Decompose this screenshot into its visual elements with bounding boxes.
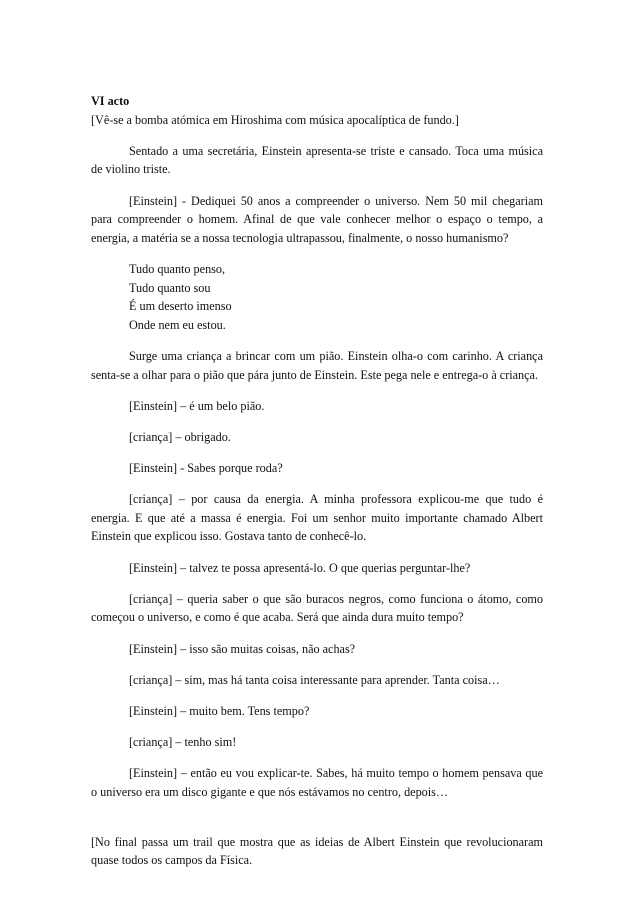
poem-line: É um deserto imenso <box>129 299 232 314</box>
dialogue-line: [Einstein] – é um belo pião. <box>129 398 265 413</box>
dialogue-line: [Einstein] – talvez te possa apresentá-lo. O que querias perguntar-lhe? <box>129 560 471 575</box>
poem-line: Onde nem eu estou. <box>129 317 226 332</box>
dialogue-line: [Einstein] – então eu vou explicar-te. Sabes, há muito tempo o homem pensava que o universo era um disco gigante e que nós estávamos no centro, depois… <box>91 766 543 799</box>
poem-line: Tudo quanto sou <box>129 280 211 295</box>
stage-direction: [Vê-se a bomba atómica em Hiroshima com música apocalíptica de fundo.] <box>91 112 459 127</box>
dialogue-line: [criança] – por causa da energia. A minha professora explicou-me que tudo é energia. E que até a massa é energia. Foi um senhor muito importante chamado Albert Einstein que explicou isso. Gostava tanto de conhecê-lo. <box>91 492 543 544</box>
act-title: VI acto <box>91 94 130 108</box>
dialogue-line: [criança] – sim, mas há tanta coisa interessante para aprender. Tanta coisa… <box>129 672 500 687</box>
dialogue-line: [Einstein] – isso são muitas coisas, não achas? <box>129 641 356 656</box>
paragraph-einstein-monologue: [Einstein] - Dediquei 50 anos a compreender o universo. Nem 50 mil chegariam para compreender o homem. Afinal de que vale conhecer melhor o espaço o tempo, a energia, a matéria se a nossa tecnologia ultrapassou, finalmente, o nosso humanismo? <box>91 193 543 245</box>
paragraph-scene-intro: Sentado a uma secretária, Einstein apresenta-se triste e cansado. Toca uma música de violino triste. <box>91 143 543 177</box>
paragraph-child-appears: Surge uma criança a brincar com um pião. Einstein olha-o com carinho. A criança senta-se a olhar para o pião que pára junto de Einstein. Este pega nele e entrega-o à criança. <box>91 348 543 382</box>
dialogue-line: [criança] – tenho sim! <box>129 735 237 750</box>
dialogue-line: [criança] – queria saber o que são buracos negros, como funciona o átomo, como começou o universo, e como é que acaba. Será que ainda dura muito tempo? <box>91 591 543 625</box>
poem-line: Tudo quanto penso, <box>129 261 226 276</box>
dialogue-line: [Einstein] - Sabes porque roda? <box>129 461 283 476</box>
document-page <box>91 92 543 870</box>
closing-stage-direction: [No final passa um trail que mostra que as ideias de Albert Einstein que revolucionaram quase todos os campos da Física. <box>91 834 543 868</box>
dialogue-line: [criança] – obrigado. <box>129 429 231 444</box>
dialogue-line: [Einstein] – muito bem. Tens tempo? <box>129 703 310 718</box>
poem <box>91 260 543 334</box>
